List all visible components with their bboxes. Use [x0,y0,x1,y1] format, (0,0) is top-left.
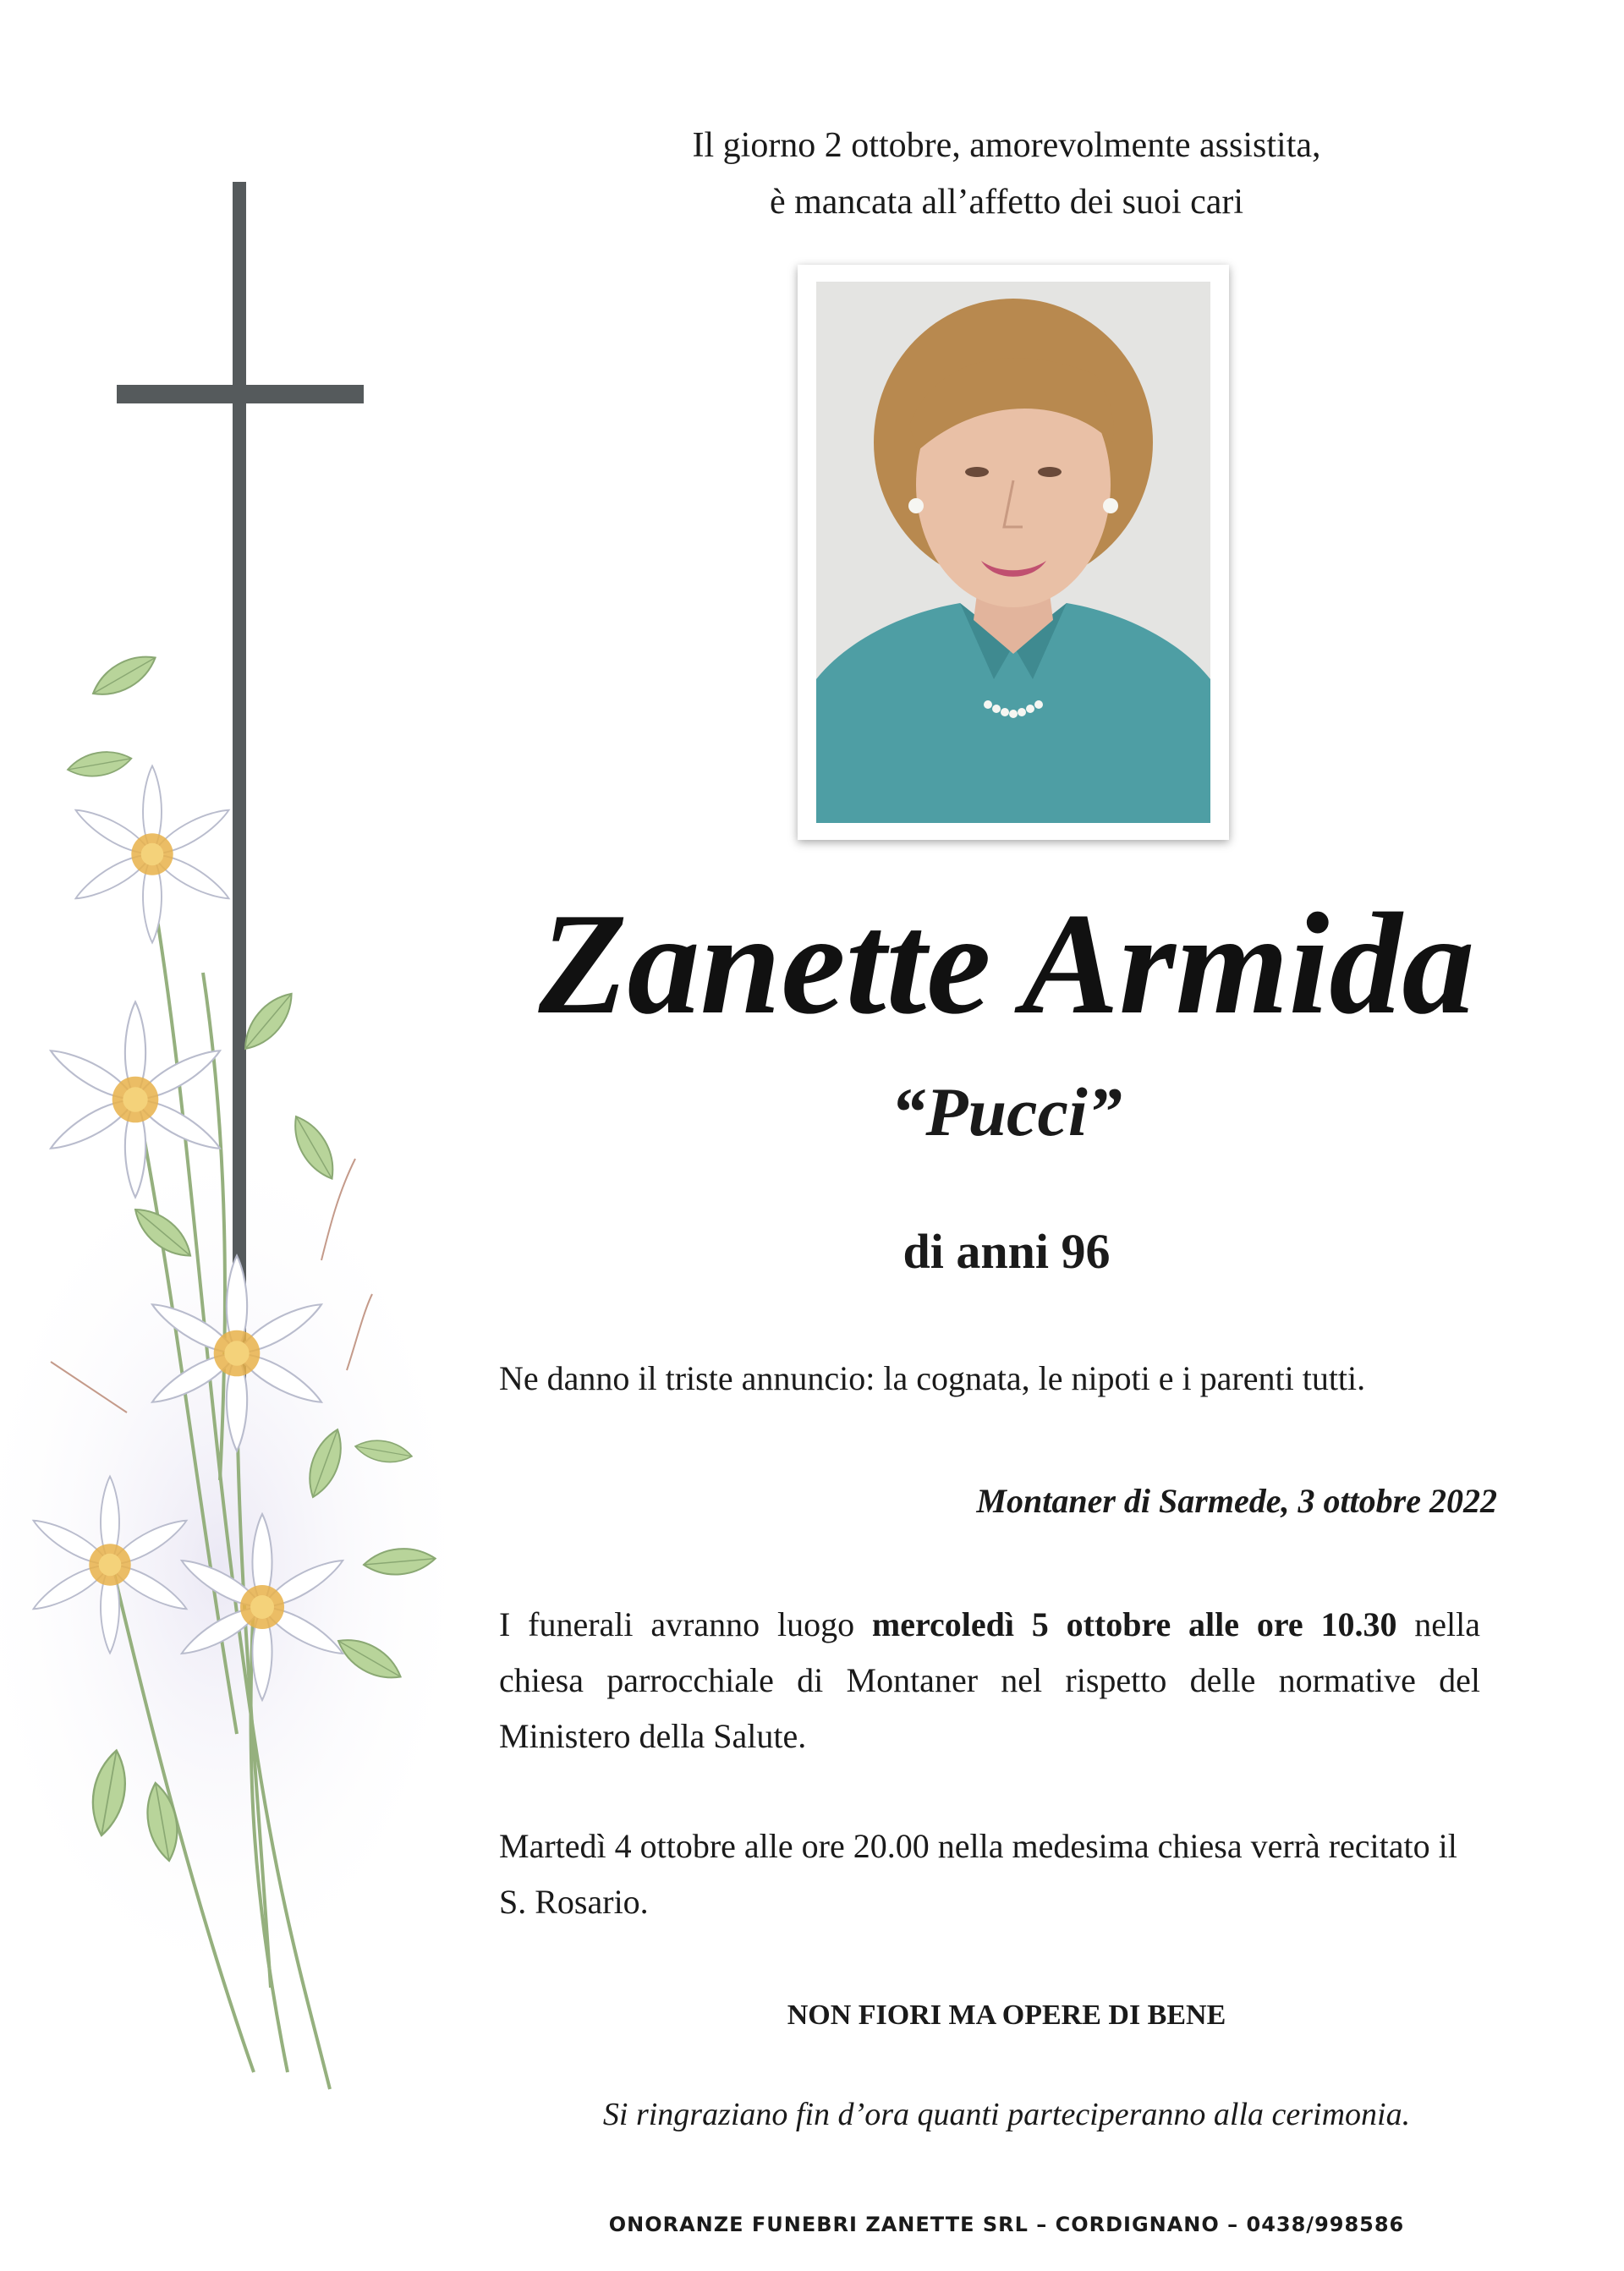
deceased-nickname: “Pucci” [891,1073,1122,1150]
thanks-note: Si ringraziano fin d’ora quanti parteciperanno alla cerimonia. [602,2097,1411,2132]
portrait-photo-frame [798,265,1229,840]
intro-line-1: Il giorno 2 ottobre, amorevolmente assistita, [692,126,1321,165]
funeral-details [499,1597,1480,1764]
place-and-date: Montaner di Sarmede, 3 ottobre 2022 [976,1482,1497,1520]
announcement-text: Ne danno il triste annuncio: la cognata, le nipoti e i parenti tutti. [499,1359,1366,1397]
rosary-details: Martedì 4 ottobre alle ore 20.00 nella medesima chiesa verrà recitato il S. Rosario. [499,1827,1457,1921]
deceased-name: Zanette Armida [538,884,1475,1045]
funeral-text-before: I funerali avranno luogo [499,1605,872,1643]
cross-and-flowers-decoration [0,127,508,2115]
funeral-date-time: mercoledì 5 ottobre alle ore 10.30 [871,1605,1397,1643]
deceased-age: di anni 96 [903,1224,1111,1279]
portrait-photo [816,282,1210,823]
intro-line-2: è mancata all’affetto dei suoi cari [769,183,1244,222]
no-flowers-notice: NON FIORI MA OPERE DI BENE [787,1999,1226,2031]
funeral-home-footer: ONORANZE FUNEBRI ZANETTE SRL – CORDIGNANO – 0438/998586 [608,2213,1405,2236]
funeral-text-after: nella chiesa parrocchiale di Montaner nel rispetto delle normative del Ministero della Salute. [499,1605,1480,1755]
